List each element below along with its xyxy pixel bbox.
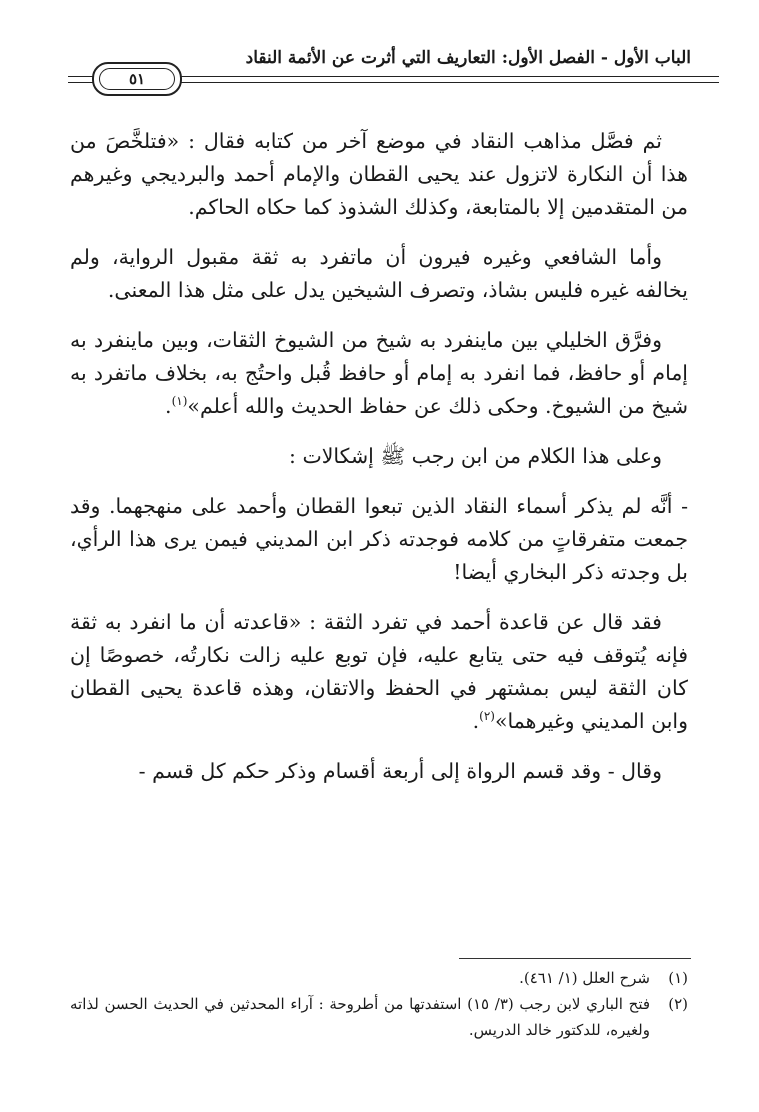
footnote-2 — [70, 991, 688, 1043]
footnote-number: (١) — [668, 969, 688, 987]
page-number-badge — [92, 62, 182, 96]
footnote-1 — [70, 965, 688, 991]
paragraph-1: ثم فصَّل مذاهب النقاد في موضع آخر من كتابه فقال : «فتلخَّصَ من هذا أن النكارة لاتزول عند يحيى القطان والإمام أحمد والبرديجي وغيرهم من المتقدمين إلا بالمتابعة، وكذلك الشذوذ كما حكاه الحاكم. — [70, 129, 688, 219]
paragraph-5: - أنَّه لم يذكر أسماء النقاد الذين تبعوا القطان وأحمد على منهجهما. وقد جمعت متفرقاتٍ من كلامه فوجدته ذكر ابن المديني فيمن يرى هذا الرأي، بل وجدته ذكر البخاري أيضا! — [70, 494, 688, 584]
footnote-ref-1[interactable]: (١) — [171, 394, 188, 409]
main-text — [70, 125, 688, 805]
footnote-text: شرح العلل (١/ ٤٦١). — [519, 969, 650, 987]
footnotes — [70, 965, 688, 1043]
footnote-text: فتح الباري لابن رجب (٣/ ١٥) استفدتها من أطروحة : آراء المحدثين في الحديث الحسن لذاته ولغيره، للدكتور خالد الدريس. — [70, 995, 651, 1039]
paragraph-6-text: فقد قال عن قاعدة أحمد في تفرد الثقة : «قاعدته أن ما انفرد به ثقة فإنه يُتوقف فيه حتى يتابع عليه، فإن توبع عليه زالت نكارتُه، خصوصًا إن كان الثقة ليس بمشتهر في الحفظ والاتقان، وهذه قاعدة يحيى القطان وابن المديني وغيرهما» — [70, 610, 688, 733]
paragraph-3-tail: . — [165, 394, 172, 418]
paragraph-3 — [70, 324, 688, 423]
footnote-separator — [459, 958, 691, 959]
running-header: الباب الأول - الفصل الأول: التعاريف التي أثرت عن الأئمة النقاد — [245, 48, 691, 68]
paragraph-6 — [70, 606, 688, 738]
footnote-number: (٢) — [668, 995, 688, 1013]
paragraph-3-text: وفرَّق الخليلي بين ماينفرد به شيخ من الشيوخ الثقات، وبين ماينفرد به إمام أو حافظ، فما انفرد به إمام أو حافظ قُبل واحتُج به، بخلاف ماتفرد به شيخ من الشيوخ. وحكى ذلك عن حفاظ الحديث والله أعلم» — [70, 328, 688, 418]
paragraph-7: وقال - وقد قسم الرواة إلى أربعة أقسام وذكر حكم كل قسم - — [138, 759, 662, 783]
footnote-ref-2[interactable]: (٢) — [479, 709, 495, 724]
paragraph-6-tail: . — [472, 709, 480, 733]
paragraph-2: وأما الشافعي وغيره فيرون أن ماتفرد به ثقة مقبول الرواية، ولم يخالفه غيره فليس بشاذ، وتصرف الشيخين يدل على مثل هذا المعنى. — [70, 245, 688, 302]
paragraph-4: وعلى هذا الكلام من ابن رجب ﷺ إشكالات : — [289, 444, 662, 468]
page-number: ٥١ — [99, 68, 175, 90]
